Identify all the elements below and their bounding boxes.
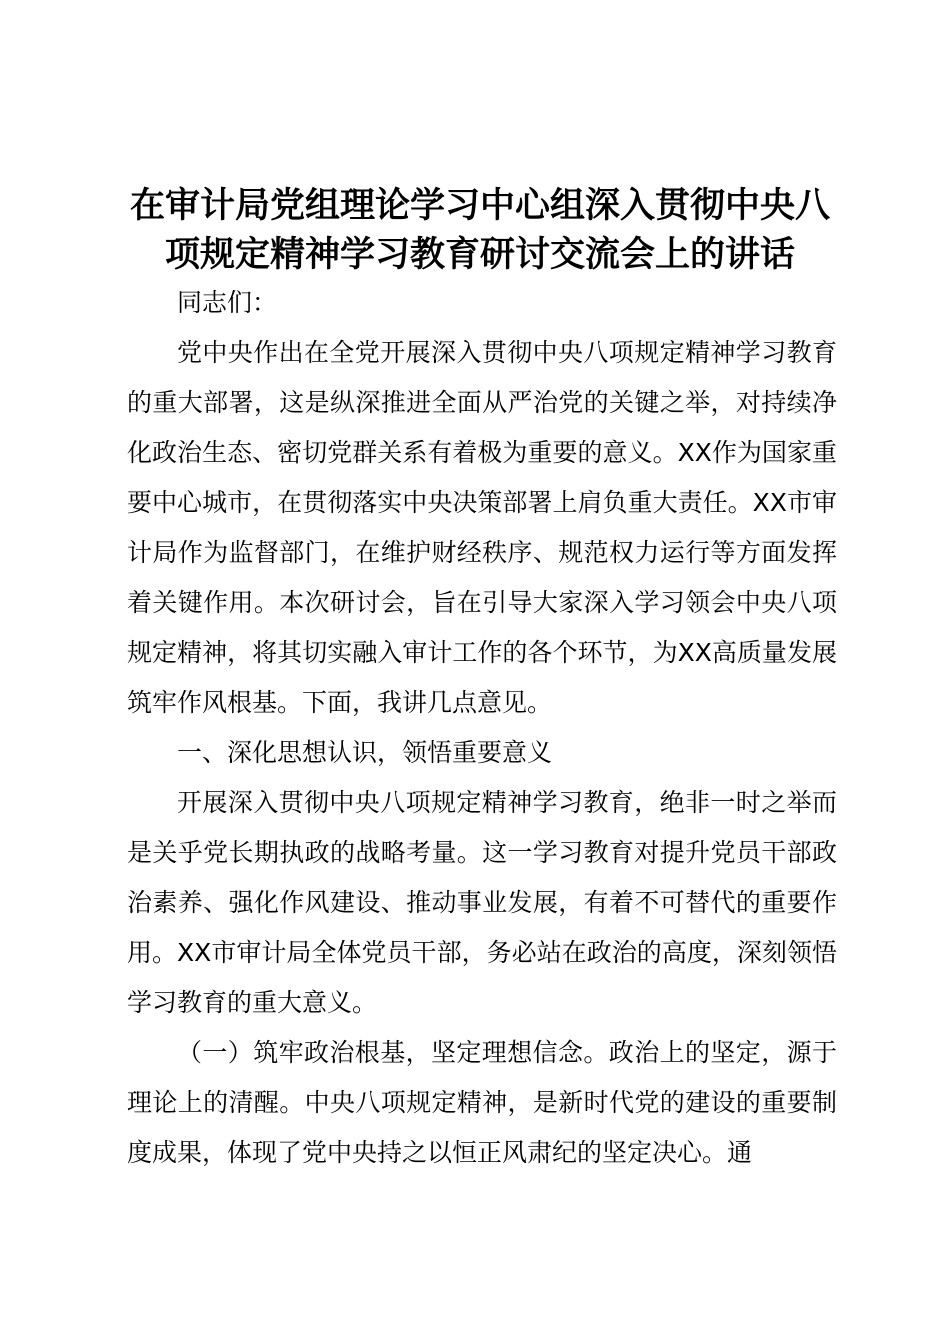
paragraph-subsection-1: （一）筑牢政治根基，坚定理想信念。政治上的坚定，源于理论上的清醒。中央八项规定精神，是新时代党的建设的重要制度成果，体现了党中央持之以恒正风肃纪的坚定决心。通: [127, 1038, 837, 1167]
title-line-2: 项规定精神学习教育研讨交流会上的讲话: [164, 235, 795, 275]
document-title: [120, 182, 840, 280]
title-line-1: 在审计局党组理论学习中心组深入贯彻中央八: [129, 186, 830, 226]
paragraph-intro: 党中央作出在全党开展深入贯彻中央八项规定精神学习教育的重大部署，这是纵深推进全面从严治党的关键之举，对持续净化政治生态、密切党群关系有着极为重要的意义。XX作为国家重要中心城市，在贯彻落实中央决策部署上肩负重大责任。XX市审计局作为监督部门，在维护财经秩序、规范权力运行等方面发挥着关键作用。本次研讨会，旨在引导大家深入学习领会中央八项规定精神，将其切实融入审计工作的各个环节，为XX高质量发展筑牢作风根基。下面，我讲几点意见。: [127, 338, 837, 717]
document-body: [127, 278, 837, 1178]
paragraph-section-1: 开展深入贯彻中央八项规定精神学习教育，绝非一时之举而是关乎党长期执政的战略考量。这一学习教育对提升党员干部政治素养、强化作风建设、推动事业发展，有着不可替代的重要作用。XX市审计局全体党员干部，务必站在政治的高度，深刻领悟学习教育的重大意义。: [127, 788, 837, 1017]
salutation: 同志们：: [177, 288, 278, 317]
section-heading-1: 一、深化思想认识，领悟重要意义: [177, 738, 553, 767]
